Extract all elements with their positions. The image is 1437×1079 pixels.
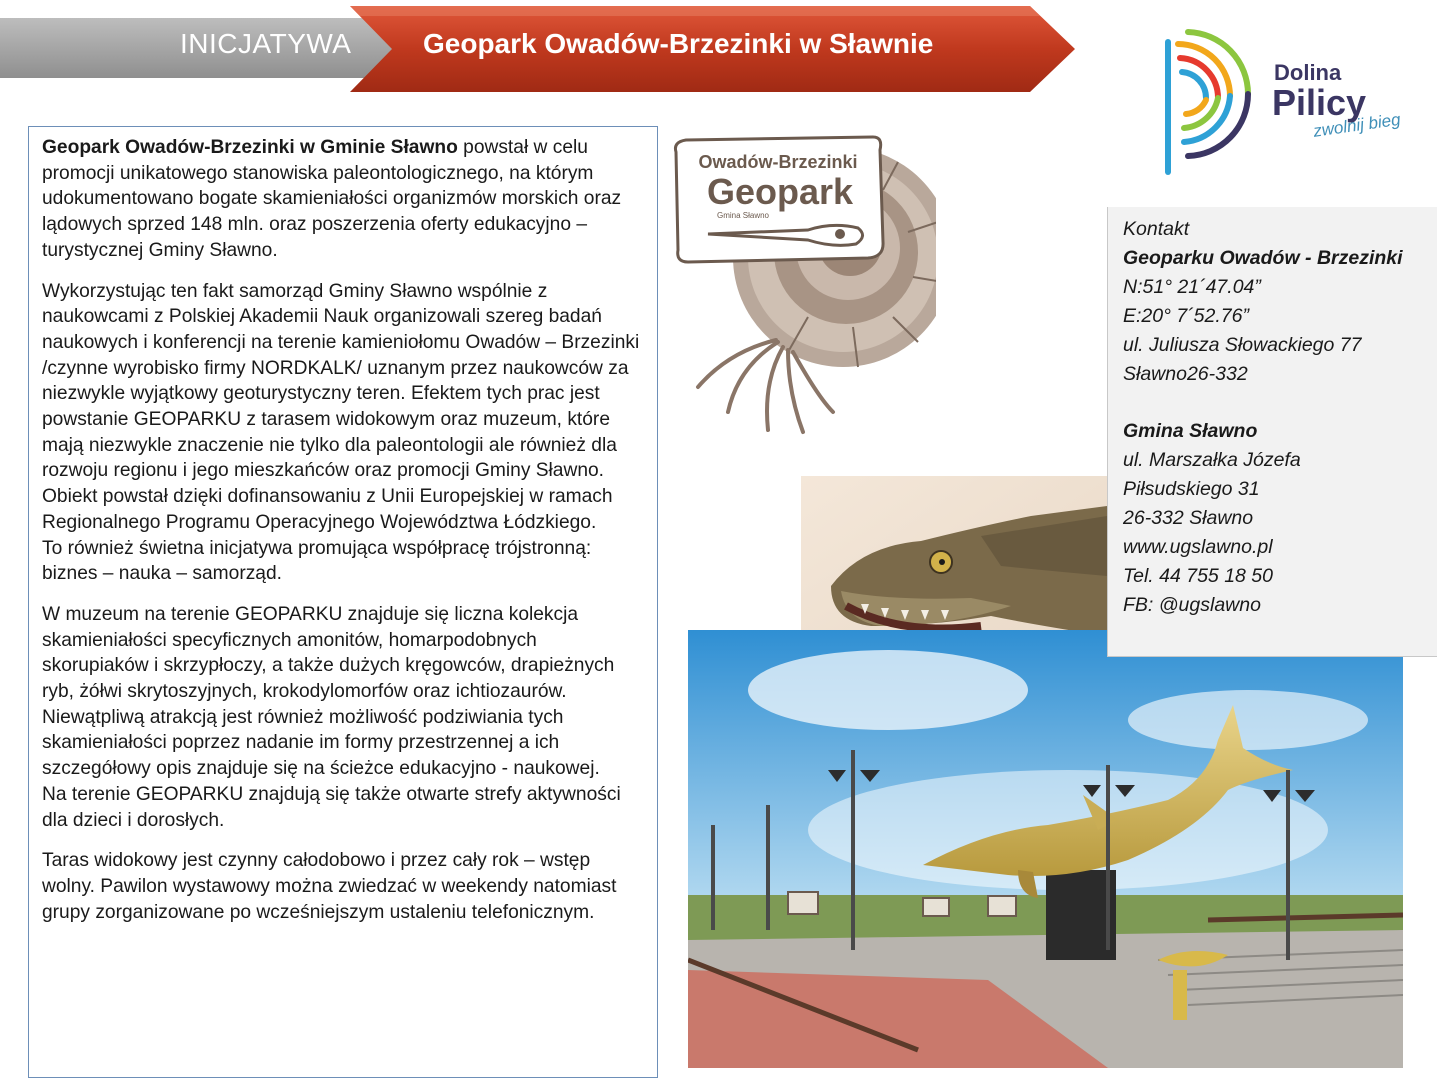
geopark-logo-line2: Geopark [706,171,854,212]
intro-bold: Geopark Owadów-Brzezinki w Gminie Sławno [42,137,458,158]
contact-geopark-city: Sławno26-332 [1123,362,1248,385]
contact-box [1107,207,1437,657]
intro-rest: powstał w celu promocji unikatowego stanowiska paleontologicznego, na którym udokumentowano bogate skamieniałości organizmów morskich oraz lądowych sprzed 148 mln. oraz poszerzenia oferty edukacyjno – turystycznej Gminy Sławno. [42,137,622,261]
contact-geopark-street: ul. Juliusza Słowackiego 77 [1123,333,1362,356]
contact-heading: Kontakt [1123,218,1190,240]
contact-longitude: E:20° 7´52.76” [1123,304,1249,327]
description-textbox [28,126,658,1078]
paragraph-history: Wykorzystując ten fakt samorząd Gminy Sławno wspólnie z naukowcami z Polskiej Akademii Nauk organizowali szereg badań naukowych i konferencji na terenie kamieniołomu Owadów – Brzezinki /czynne wyrobisko firmy NORDKALK/ uznanym przez naukowców za niezwykle wyjątkowy geoturystyczny teren. Efektem tych prac jest powstanie GEOPARKU z tarasem widokowym oraz muzeum, które mają niezwykle znaczenie nie tylko dla paleontologii ale również dla rozwoju regionu i jego mieszkańców oraz promocji Gminy Sławno. Obiekt powstał dzięki dofinansowaniu z Unii Europejskiej w ramach Regionalnego Programu Operacyjnego Województwa Łódzkiego. [42,280,640,533]
logo-word-pilicy: Pilicy [1272,82,1367,123]
contact-municipality-city: 26-332 Sławno [1123,507,1254,530]
paragraph-intro [42,135,647,264]
geopark-logo-line3: Gmina Sławno [716,211,770,220]
contact-geopark-name: Geoparku Owadów - Brzezinki [1123,246,1403,269]
contact-website-link[interactable]: www.ugslawno.pl [1123,535,1273,558]
initiative-label: INICJATYWA [180,28,352,59]
contact-phone: Tel. 44 755 18 50 [1123,564,1273,587]
contact-municipality-street-a: ul. Marszałka Józefa [1123,449,1301,472]
logo-tagline: zwolnij bieg [1312,109,1402,141]
paragraph-museum: W muzeum na terenie GEOPARKU znajduje się liczna kolekcja skamieniałości specyficznych amonitów, homarpodobnych skorupiaków i skrzypłoczy, a także dużych kręgowców, drapieżnych ryb, żółwi skrytoszyjnych, krokodylomorfów oraz ichtiozaurów. Niewątpliwą atrakcją jest również możliwość podziwiania tych skamieniałości poprzez nadanie im formy przestrzennej a ich szczegółowy opis znajduje się na ścieżce edukacyjno - naukowej. [42,603,615,780]
contact-facebook: FB: @ugslawno [1123,593,1261,616]
contact-spacer [1123,388,1437,417]
contact-latitude: N:51° 21´47.04” [1123,275,1261,298]
geopark-ammonite-logo [668,112,936,442]
contact-municipality-street-b: Piłsudskiego 31 [1123,478,1260,501]
geopark-terrace-photo [688,630,1403,1068]
paragraph-cooperation: To również świetna inicjatywa promująca współpracę trójstronną: biznes – nauka – samorząd. [42,537,592,585]
geopark-logo-line1: Owadów-Brzezinki [698,152,858,172]
paragraph-opening: Taras widokowy jest czynny całodobowo i przez cały rok – wstęp wolny. Pawilon wystawowy można zwiedzać w weekendy natomiast grupy zorganizowane po wcześniejszym ustaleniu telefonicznym. [42,850,617,923]
logo-word-dolina: Dolina [1274,60,1342,85]
contact-municipality-name: Gmina Sławno [1123,420,1258,443]
page-title: Geopark Owadów-Brzezinki w Sławnie [423,28,934,59]
paragraph-activity: Na terenie GEOPARKU znajdują się także otwarte strefy aktywności dla dzieci i dorosłych. [42,783,621,831]
